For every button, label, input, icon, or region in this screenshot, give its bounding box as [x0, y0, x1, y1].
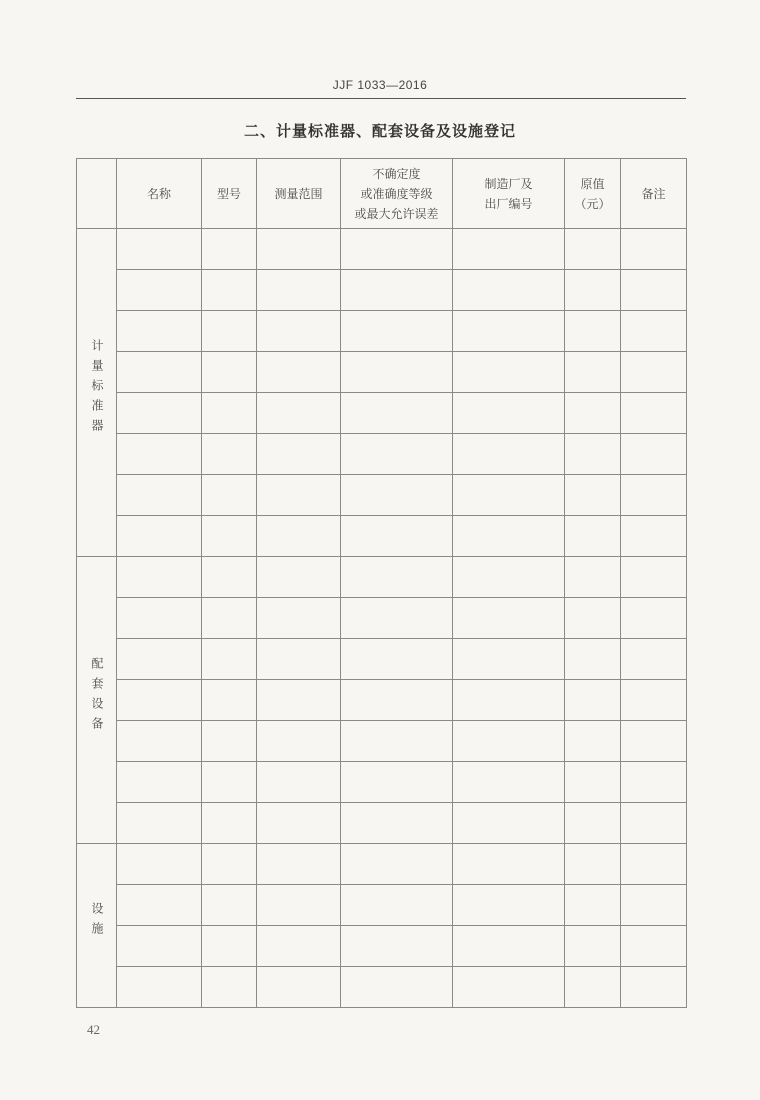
table-cell[interactable]	[453, 885, 565, 926]
table-cell[interactable]	[453, 516, 565, 557]
table-cell[interactable]	[202, 475, 257, 516]
table-cell[interactable]	[202, 885, 257, 926]
table-row	[77, 229, 687, 270]
table-cell[interactable]	[341, 721, 453, 762]
table-cell[interactable]	[202, 557, 257, 598]
table-cell[interactable]	[565, 270, 621, 311]
table-cell[interactable]	[117, 680, 202, 721]
column-header-range: 测量范围	[257, 159, 341, 229]
table-cell[interactable]	[621, 680, 687, 721]
table-cell[interactable]	[621, 721, 687, 762]
table-row	[77, 639, 687, 680]
table-cell[interactable]	[453, 352, 565, 393]
column-header-remarks: 备注	[621, 159, 687, 229]
table-cell[interactable]	[565, 229, 621, 270]
table-cell[interactable]	[453, 475, 565, 516]
table-cell[interactable]	[257, 680, 341, 721]
table-cell[interactable]	[565, 434, 621, 475]
section-label-cell	[77, 557, 117, 844]
table-cell[interactable]	[453, 680, 565, 721]
table-cell[interactable]	[621, 475, 687, 516]
table-cell[interactable]	[257, 803, 341, 844]
registration-table	[76, 158, 687, 1008]
column-header-value: 原值 （元）	[565, 159, 621, 229]
table-cell[interactable]	[117, 885, 202, 926]
table-cell[interactable]	[257, 270, 341, 311]
table-row	[77, 844, 687, 885]
table-row	[77, 803, 687, 844]
table-row	[77, 311, 687, 352]
table-cell[interactable]	[341, 311, 453, 352]
table-cell[interactable]	[565, 516, 621, 557]
table-cell[interactable]	[341, 475, 453, 516]
table-cell[interactable]	[202, 434, 257, 475]
document-code: JJF 1033—2016	[332, 78, 428, 92]
table-cell[interactable]	[621, 311, 687, 352]
table-cell[interactable]	[117, 721, 202, 762]
table-cell[interactable]	[565, 844, 621, 885]
table-row	[77, 352, 687, 393]
table-cell[interactable]	[341, 270, 453, 311]
table-cell[interactable]	[565, 352, 621, 393]
header-rule	[76, 98, 686, 99]
table-row	[77, 434, 687, 475]
table-cell[interactable]	[202, 926, 257, 967]
table-row	[77, 393, 687, 434]
table-cell[interactable]	[453, 721, 565, 762]
table-cell[interactable]	[621, 844, 687, 885]
table-cell[interactable]	[565, 926, 621, 967]
table-cell[interactable]	[453, 229, 565, 270]
table-cell[interactable]	[341, 803, 453, 844]
page-title: 二、计量标准器、配套设备及设施登记	[243, 122, 516, 140]
table-cell[interactable]	[257, 393, 341, 434]
table-cell[interactable]	[341, 680, 453, 721]
table-cell[interactable]	[453, 967, 565, 1008]
table-cell[interactable]	[117, 475, 202, 516]
table-cell[interactable]	[621, 926, 687, 967]
column-header-name: 名称	[117, 159, 202, 229]
table-cell[interactable]	[202, 352, 257, 393]
table-cell[interactable]	[453, 393, 565, 434]
table-header-row	[77, 159, 687, 229]
table-row	[77, 516, 687, 557]
table-cell[interactable]	[341, 762, 453, 803]
page-number: 42	[87, 1022, 100, 1037]
table-cell[interactable]	[117, 557, 202, 598]
table-cell[interactable]	[453, 270, 565, 311]
table-cell[interactable]	[117, 762, 202, 803]
table-cell[interactable]	[257, 475, 341, 516]
table-cell[interactable]	[621, 598, 687, 639]
table-cell[interactable]	[117, 967, 202, 1008]
table-cell[interactable]	[202, 680, 257, 721]
table-cell[interactable]	[257, 516, 341, 557]
table-cell[interactable]	[565, 680, 621, 721]
table-cell[interactable]	[341, 844, 453, 885]
table-cell[interactable]	[117, 639, 202, 680]
table-cell[interactable]	[453, 557, 565, 598]
table-cell[interactable]	[621, 639, 687, 680]
table-cell[interactable]	[453, 844, 565, 885]
table-cell[interactable]	[202, 229, 257, 270]
table-cell[interactable]	[202, 721, 257, 762]
table-cell[interactable]	[202, 516, 257, 557]
column-header-model: 型号	[202, 159, 257, 229]
table-row	[77, 885, 687, 926]
table-row	[77, 680, 687, 721]
table-cell[interactable]	[257, 885, 341, 926]
table-cell[interactable]	[117, 270, 202, 311]
table-cell[interactable]	[117, 393, 202, 434]
table-cell[interactable]	[565, 598, 621, 639]
table-cell[interactable]	[202, 967, 257, 1008]
column-header-uncertainty: 不确定度 或准确度等级 或最大允许误差	[341, 159, 453, 229]
table-cell[interactable]	[453, 434, 565, 475]
table-cell[interactable]	[117, 926, 202, 967]
table-cell[interactable]	[257, 844, 341, 885]
table-cell[interactable]	[257, 434, 341, 475]
table-cell[interactable]	[341, 352, 453, 393]
table-row	[77, 967, 687, 1008]
table-cell[interactable]	[565, 762, 621, 803]
table-cell[interactable]	[453, 803, 565, 844]
table-row	[77, 557, 687, 598]
table-cell[interactable]	[117, 229, 202, 270]
table-cell[interactable]	[341, 393, 453, 434]
table-cell[interactable]	[341, 229, 453, 270]
table-cell[interactable]	[565, 639, 621, 680]
table-cell[interactable]	[341, 639, 453, 680]
table-cell[interactable]	[565, 721, 621, 762]
table-cell[interactable]	[341, 598, 453, 639]
table-cell[interactable]	[621, 967, 687, 1008]
table-cell[interactable]	[565, 393, 621, 434]
table-cell[interactable]	[565, 803, 621, 844]
table-cell[interactable]	[341, 434, 453, 475]
table-cell[interactable]	[341, 926, 453, 967]
table-cell[interactable]	[257, 762, 341, 803]
table-row	[77, 762, 687, 803]
table-cell[interactable]	[565, 967, 621, 1008]
table-cell[interactable]	[621, 885, 687, 926]
table-row	[77, 270, 687, 311]
table-cell[interactable]	[565, 557, 621, 598]
table-cell[interactable]	[202, 844, 257, 885]
table-cell[interactable]	[341, 967, 453, 1008]
table-cell[interactable]	[117, 352, 202, 393]
table-cell[interactable]	[202, 803, 257, 844]
table-cell[interactable]	[202, 598, 257, 639]
table-cell[interactable]	[257, 598, 341, 639]
table-cell[interactable]	[257, 229, 341, 270]
table-cell[interactable]	[117, 803, 202, 844]
table-row	[77, 721, 687, 762]
section-label: 设施	[90, 902, 104, 942]
table-cell[interactable]	[621, 229, 687, 270]
table-cell[interactable]	[565, 311, 621, 352]
table-cell[interactable]	[621, 352, 687, 393]
table-cell[interactable]	[257, 721, 341, 762]
table-cell[interactable]	[117, 598, 202, 639]
table-cell[interactable]	[202, 393, 257, 434]
section-label-cell	[77, 229, 117, 557]
table-cell[interactable]	[341, 516, 453, 557]
table-cell[interactable]	[453, 598, 565, 639]
table-cell[interactable]	[621, 393, 687, 434]
table-cell[interactable]	[117, 311, 202, 352]
table-cell[interactable]	[621, 762, 687, 803]
table-body	[77, 229, 687, 1008]
table-cell[interactable]	[453, 762, 565, 803]
table-cell[interactable]	[341, 557, 453, 598]
table-cell[interactable]	[202, 639, 257, 680]
section-label: 计量标准器	[90, 339, 104, 439]
table-cell[interactable]	[621, 270, 687, 311]
table-cell[interactable]	[202, 311, 257, 352]
table-cell[interactable]	[257, 311, 341, 352]
table-cell[interactable]	[257, 639, 341, 680]
table-cell[interactable]	[257, 557, 341, 598]
table-cell[interactable]	[621, 803, 687, 844]
section-label: 配套设备	[90, 656, 104, 737]
table-cell[interactable]	[621, 557, 687, 598]
table-cell[interactable]	[202, 762, 257, 803]
table-cell[interactable]	[621, 434, 687, 475]
table-cell[interactable]	[117, 844, 202, 885]
section-label-cell	[77, 844, 117, 1008]
header-section-cell	[77, 159, 117, 229]
table-cell[interactable]	[257, 352, 341, 393]
table-cell[interactable]	[202, 270, 257, 311]
table-cell[interactable]	[565, 475, 621, 516]
table-cell[interactable]	[565, 885, 621, 926]
table-cell[interactable]	[453, 639, 565, 680]
table-cell[interactable]	[621, 516, 687, 557]
table-cell[interactable]	[453, 926, 565, 967]
table-cell[interactable]	[257, 926, 341, 967]
table-row	[77, 926, 687, 967]
table-cell[interactable]	[257, 967, 341, 1008]
column-header-manufacturer: 制造厂及 出厂编号	[453, 159, 565, 229]
table-cell[interactable]	[341, 885, 453, 926]
table-cell[interactable]	[453, 311, 565, 352]
table-cell[interactable]	[117, 434, 202, 475]
table-cell[interactable]	[117, 516, 202, 557]
table-row	[77, 598, 687, 639]
table-row	[77, 475, 687, 516]
